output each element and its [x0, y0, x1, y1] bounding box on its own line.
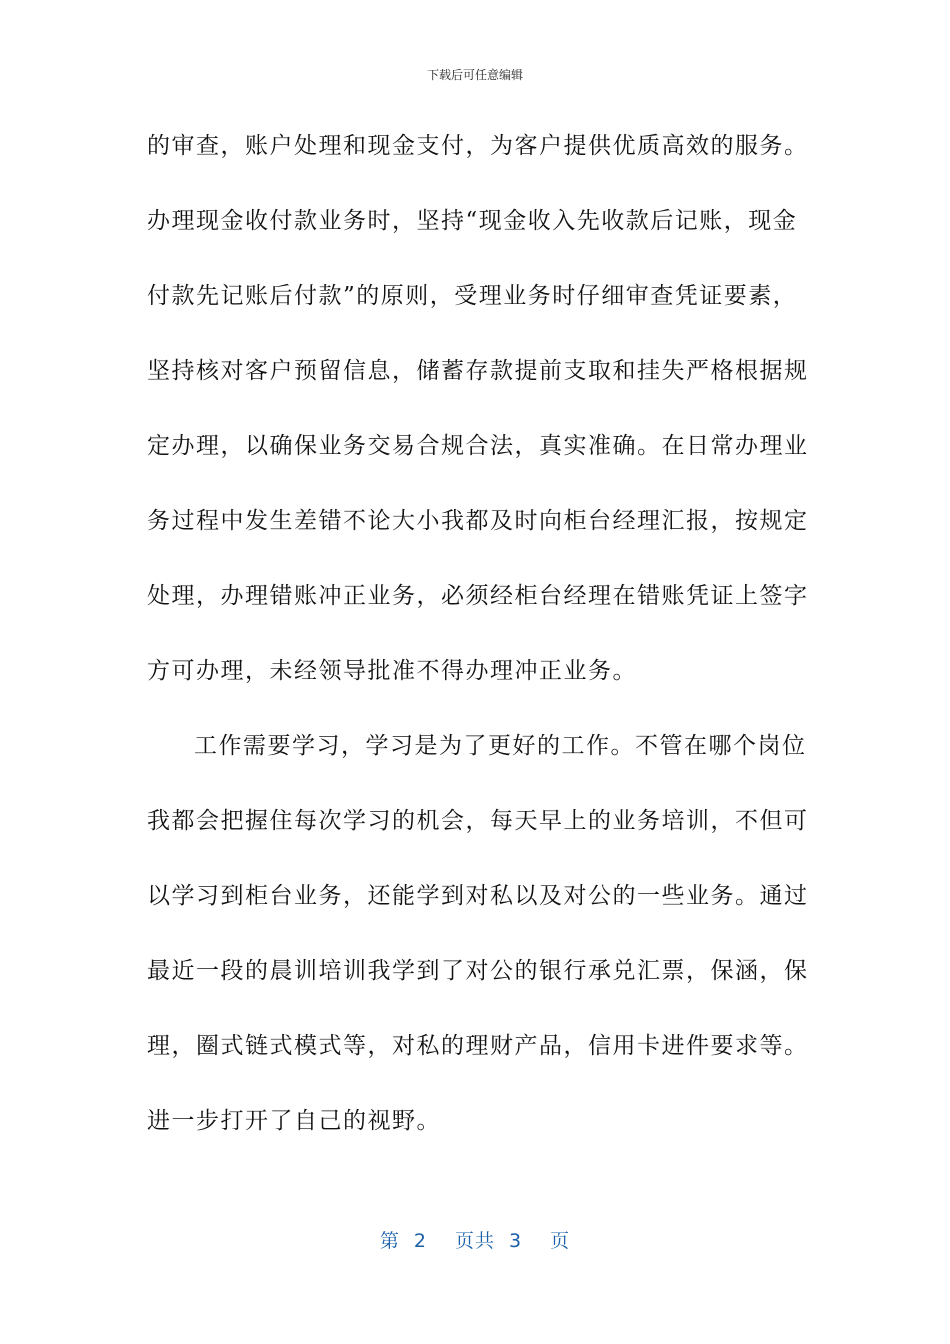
footer-suffix: 页 — [550, 1230, 571, 1252]
text-line: 务过程中发生差错不论大小我都及时向柜台经理汇报，按规定 — [147, 508, 809, 534]
text-line: 进一步打开了自己的视野。 — [147, 1108, 441, 1134]
text-line: 办理现金收付款业务时，坚持“现金收入先收款后记账，现金 — [147, 208, 798, 234]
document-body — [147, 127, 809, 1177]
footer-page-number: 2 — [413, 1230, 427, 1252]
text-line: 理，圈式链式模式等，对私的理财产品，信用卡进件要求等。 — [147, 1033, 809, 1059]
text-line: 方可办理，未经领导批准不得办理冲正业务。 — [147, 658, 637, 684]
text-line: 工作需要学习，学习是为了更好的工作。不管在哪个岗位 — [194, 733, 807, 759]
footer-prefix: 第 — [379, 1230, 400, 1252]
text-line: 付款先记账后付款”的原则，受理业务时仔细审查凭证要素， — [147, 283, 798, 309]
header-note: 下载后可任意编辑 — [426, 68, 523, 82]
text-line: 坚持核对客户预留信息，储蓄存款提前支取和挂失严格根据规 — [147, 358, 809, 384]
text-line: 以学习到柜台业务，还能学到对私以及对公的一些业务。通过 — [147, 883, 809, 909]
text-line: 的审查，账户处理和现金支付，为客户提供优质高效的服务。 — [147, 133, 809, 159]
text-line: 我都会把握住每次学习的机会，每天早上的业务培训，不但可 — [147, 808, 809, 834]
text-line: 定办理，以确保业务交易合规合法，真实准确。在日常办理业 — [147, 433, 809, 459]
page-footer — [0, 1226, 950, 1253]
footer-total-pages: 3 — [509, 1230, 523, 1252]
footer-mid: 页共 — [454, 1230, 495, 1252]
text-line: 处理，办理错账冲正业务，必须经柜台经理在错账凭证上签字 — [147, 583, 809, 609]
text-line: 最近一段的晨训培训我学到了对公的银行承兑汇票，保涵，保 — [147, 958, 809, 984]
